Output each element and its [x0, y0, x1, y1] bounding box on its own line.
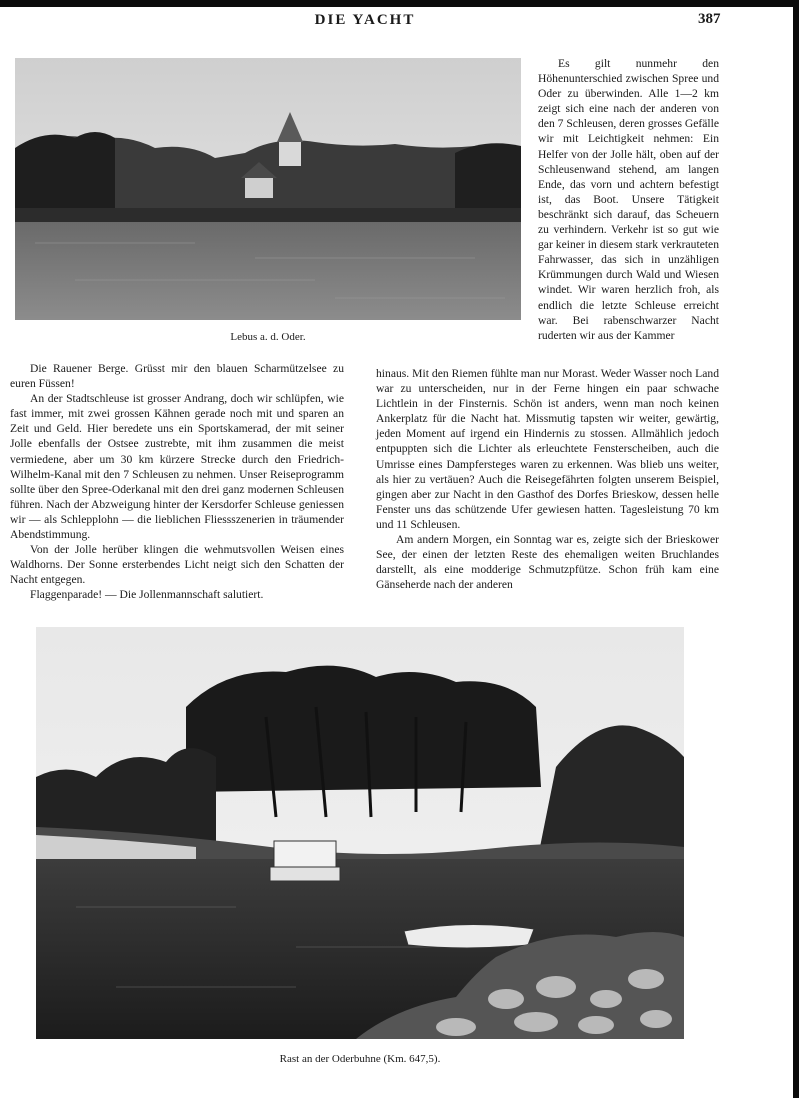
- paragraph: Flaggenparade! — Die Jollenmannschaft salutiert.: [30, 588, 264, 602]
- caption-top-photo: Lebus a. d. Oder.: [230, 331, 306, 343]
- paragraph: hinaus. Mit den Riemen fühlte man nur Morast. Weder Wasser noch Land war zu unterscheiden, nur in der Ferne hingen ein paar schwache Lichtlein in der Finsternis. Schön ist anders, wenn man noch keinen Ankerplatz für die Nacht hat. Missmutig tapsten wir weiter, gewärtig, jeden Moment auf irgend ein Hindernis zu stossen. Allmählich jedoch entpuppten sich die Lichter als erleuchtete Fensterscheiben, auch die Umrisse eines Dampfersteges waren zu erkennen. Was blieb uns weiter, als hier zu vertäuen? Auch die Reisegefährten folgten unserem Beispiel, gingen aber zur Nacht in den Gasthof des Dorfes Brieskow, dessen helle Fenster uns das schützende Ufer gewiesen hatten. Tagesleistung 70 km und 11 Schleusen.: [376, 367, 719, 531]
- paragraph: Am andern Morgen, ein Sonntag war es, zeigte sich der Brieskower See, der einen der letzten Reste des ehemaligen weiten Bruchlandes darstellt, als eine modderige Schmutzpfütze. Schon früh kam eine Gänseherde nach der anderen: [376, 533, 719, 592]
- text-right-column: [538, 56, 719, 343]
- text-middle-column: [376, 366, 719, 592]
- photo-oderbuhne: [36, 627, 684, 1039]
- page-number: 387: [698, 11, 721, 27]
- caption-bottom-photo: Rast an der Oderbuhne (Km. 647,5).: [279, 1053, 441, 1065]
- paragraph: Von der Jolle herüber klingen die wehmutsvollen Weisen eines Waldhorns. Der Sonne ersterbendes Licht neigt sich den Schatten der Nacht entgegen.: [10, 543, 344, 587]
- paragraph: An der Stadtschleuse ist grosser Andrang, doch wir schlüpfen, wie fast immer, mit zwei grossen Kähnen gerade noch mit und sparen an Zeit und Geld. Hier beredete uns ein Sportskamerad, der mit seiner Jolle ebenfalls der Ostsee zustrebte, mit ihm zusammen die meist vermiedene, aber um 30 km kürzere Strecke durch den Friedrich-Wilhelm-Kanal mit den 7 Schleusen zu nehmen. Unser Reiseprogramm sollte über den Spree-Oderkanal mit den drei ganz modernen Schleusen führen. Nach der Abzweigung hinter der Kersdorfer Schleuse geniessen wir — als Schlepplohn — die lieblichen Fliessszenerien in träumender Abendstimmung.: [10, 392, 344, 542]
- paragraph: Die Rauener Berge. Grüsst mir den blauen Scharmützelsee zu euren Füssen!: [10, 362, 344, 391]
- page-right-border: [793, 0, 799, 1098]
- running-title: DIE YACHT: [314, 12, 416, 28]
- page-top-border: [0, 0, 799, 7]
- text-left-column: [10, 361, 344, 603]
- photo-lebus: [15, 58, 521, 320]
- paragraph: Es gilt nunmehr den Höhenunterschied zwischen Spree und Oder zu überwinden. Alle 1—2 km zeigt sich eine nach der anderen von den 7 Schleusen, deren grosses Gefälle wir mit Leichtigkeit nehmen: Ein Helfer von der Jolle hält, oben auf der Schleusenwand stehend, am langen Ende, das vorn und achtern befestigt ist, das Boot. Unsere Tätigkeit beschränkt sich darauf, das Scheuern zu verhindern. Verkehr ist so gut wie gar keiner in diesem stark verkrauteten Fahrwasser, das sich in unzähligen Krümmungen durch Wald und Wiesen windet. Wir waren herzlich froh, als endlich die letzte Schleuse erreicht war. Bei rabenschwarzer Nacht ruderten wir aus der Kammer: [538, 57, 719, 342]
